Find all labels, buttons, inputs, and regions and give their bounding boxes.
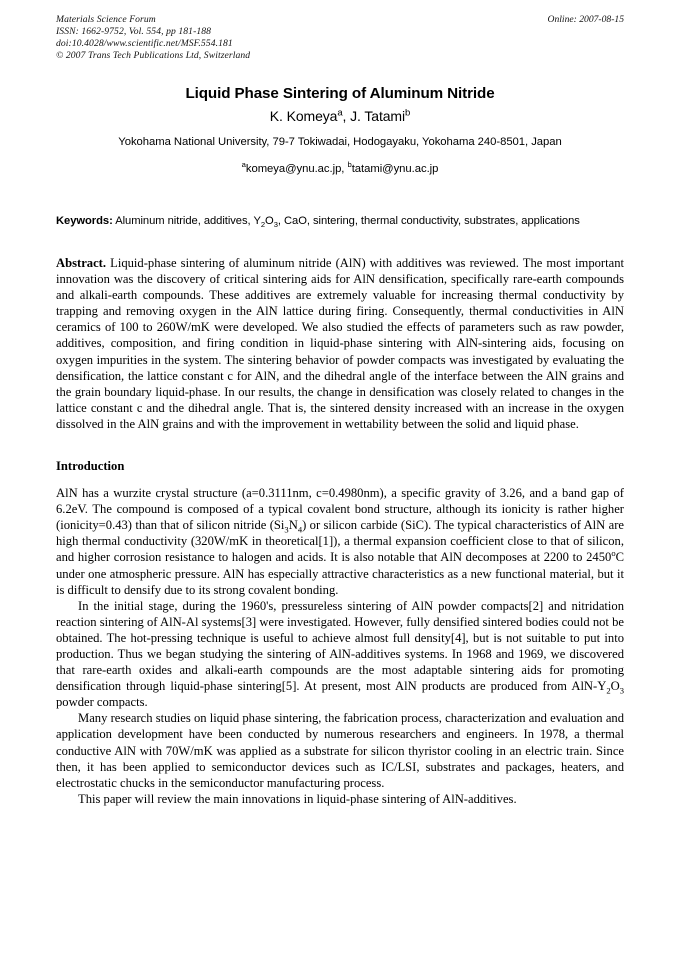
introduction-paragraph-2 bbox=[56, 598, 624, 711]
keywords-label: Keywords: bbox=[56, 215, 113, 227]
keywords-text-2: O bbox=[265, 215, 274, 227]
journal-identity-block bbox=[56, 14, 486, 62]
author-separator: , bbox=[342, 108, 351, 124]
introduction-paragraph-4: This paper will review the main innovations in liquid-phase sintering of AlN-additives. bbox=[78, 791, 517, 806]
title-block bbox=[56, 84, 624, 177]
intro-p2-text-3: powder compacts. bbox=[56, 695, 148, 710]
section-heading-introduction: Introduction bbox=[56, 459, 125, 474]
intro-p1-text-3: ) or silicon carbide (SiC). The typical characteristics of AlN are high thermal conductivity (320W/mK in theoretical[1]), a thermal expansion coefficient close to that of silicon, and higher corrosion resistance to halogen and acids. It is also notable that AlN decomposes at 2200 to 2450 bbox=[56, 518, 625, 565]
journal-running-header bbox=[56, 14, 624, 64]
intro-p1-degree-symbol: o bbox=[611, 548, 616, 559]
abstract-label: Abstract. bbox=[56, 256, 107, 270]
intro-p2-text-1: In the initial stage, during the 1960's, pressureless sintering of AlN powder compacts[2] and nitridation reaction sintering of AlN-Al systems[3] were investigated. However, fully densified sintered bodies could not be obtained. The hot-pressing technique is useful to achieve almost full density[4], but is not suitable to put into production. Thus we began studying the sintering of AlN-additives systems. In 1968 and 1969, we discovered that rare-earth oxides and alkali-earth compounds are the most adaptable sintering aids for promoting densification through liquid-phase sintering[5]. At present, most AlN products are produced from AlN-Y bbox=[56, 598, 624, 694]
abstract-paragraph bbox=[56, 255, 624, 432]
keywords-line bbox=[56, 213, 624, 229]
author-name-2: J. Tatami bbox=[350, 108, 406, 124]
journal-name: Materials Science Forum bbox=[56, 14, 156, 25]
page-title: Liquid Phase Sintering of Aluminum Nitride bbox=[185, 85, 495, 102]
intro-p2-text-2: O bbox=[610, 679, 620, 694]
author-2-affiliation-marker: b bbox=[405, 107, 411, 119]
email-address-1: komeya@ynu.ac.jp, bbox=[245, 163, 345, 175]
intro-p1-text-2: N bbox=[288, 518, 298, 533]
introduction-paragraph-1 bbox=[56, 485, 624, 598]
keywords-text-3: , CaO, sintering, thermal conductivity, substrates, applications bbox=[277, 215, 580, 227]
affiliation-line: Yokohama National University, 79-7 Tokiwadai, Hodogayaku, Yokohama 240-8501, Japan bbox=[118, 136, 562, 148]
journal-doi: doi:10.4028/www.scientific.net/MSF.554.181 bbox=[56, 38, 233, 50]
intro-p1-text-1: AlN has a wurzite crystal structure (a=0.3111nm, c=0.4980nm), a specific gravity of 3.26, and a band gap of 6.2eV. The compound is composed of a typical covalent bond structure, although its ionicity is rather higher (ionicity=0.43) than that of silicon nitride (Si bbox=[56, 486, 624, 533]
journal-issn-volume: ISSN: 1662-9752, Vol. 554, pp 181-188 bbox=[56, 26, 212, 38]
author-name-1: K. Komeya bbox=[269, 108, 338, 124]
author-list bbox=[56, 107, 624, 125]
email-2-marker: b bbox=[347, 160, 352, 170]
intro-p2-subscript-2: 3 bbox=[619, 685, 624, 696]
author-1-affiliation-marker: a bbox=[337, 107, 343, 119]
keywords-subscript-2: 3 bbox=[273, 220, 278, 230]
keywords-text-1: Aluminum nitride, additives, Y bbox=[112, 215, 261, 227]
email-address-2: tatami@ynu.ac.jp bbox=[351, 163, 439, 175]
intro-p1-text-4: C under one atmospheric pressure. AlN has especially attractive characteristics as a new functional material, but it is difficult to densify due to its strong covalent bonding. bbox=[56, 550, 624, 597]
keywords-subscript-1: 2 bbox=[260, 220, 266, 230]
intro-p1-subscript-1: 3 bbox=[284, 524, 289, 535]
intro-p1-subscript-2: 4 bbox=[297, 524, 303, 535]
author-emails bbox=[56, 162, 624, 177]
introduction-paragraph-3: Many research studies on liquid phase sintering, the fabrication process, characterization and evaluation and application development have been conducted by numerous researchers and engineers. In 1978, a thermal conductive AlN with 70W/mK was applied as a substrate for silicon thyristor cooling in an electric train. Since then, it has been applied to semiconductor devices such as IC/LSI, substrates and packages, heaters, and electrostatic chucks in the semiconductor manufacturing process. bbox=[56, 711, 624, 790]
journal-copyright: © 2007 Trans Tech Publications Ltd, Switzerland bbox=[56, 50, 251, 62]
intro-p2-subscript-1: 2 bbox=[606, 685, 611, 696]
abstract-text: Liquid-phase sintering of aluminum nitride (AlN) with additives was reviewed. The most important innovation was the discovery of critical sintering aids for AlN densification, specifically rare-earth compounds and alkali-earth compounds. These additives are extremely valuable for increasing thermal conductivity by trapping and removing oxygen in the AlN lattice during firing. Consequently, thermal conductivities in AlN ceramics of 100 to 260W/mK were developed. We also studied the effects of parameters such as raw powder, additives, composition, and firing condition in liquid-phase sintering with AlN-sintering aids, focusing on oxygen impurities in the system. The sintering behavior of powder compacts was investigated by evaluating the densification, the lattice constant c for AlN, and the dihedral angle of the interface between the AlN grains and the grain boundary liquid-phase. In our results, the change in densification was closely related to changes in the lattice constant c and the dihedral angle. That is, the sintered density increased with an increase in the oxygen dissolved in the AlN grains and with the improvement in wettability between the solid and liquid phase. bbox=[56, 256, 624, 431]
online-publication-date: Online: 2007-08-15 bbox=[547, 14, 624, 25]
email-1-marker: a bbox=[241, 160, 246, 170]
